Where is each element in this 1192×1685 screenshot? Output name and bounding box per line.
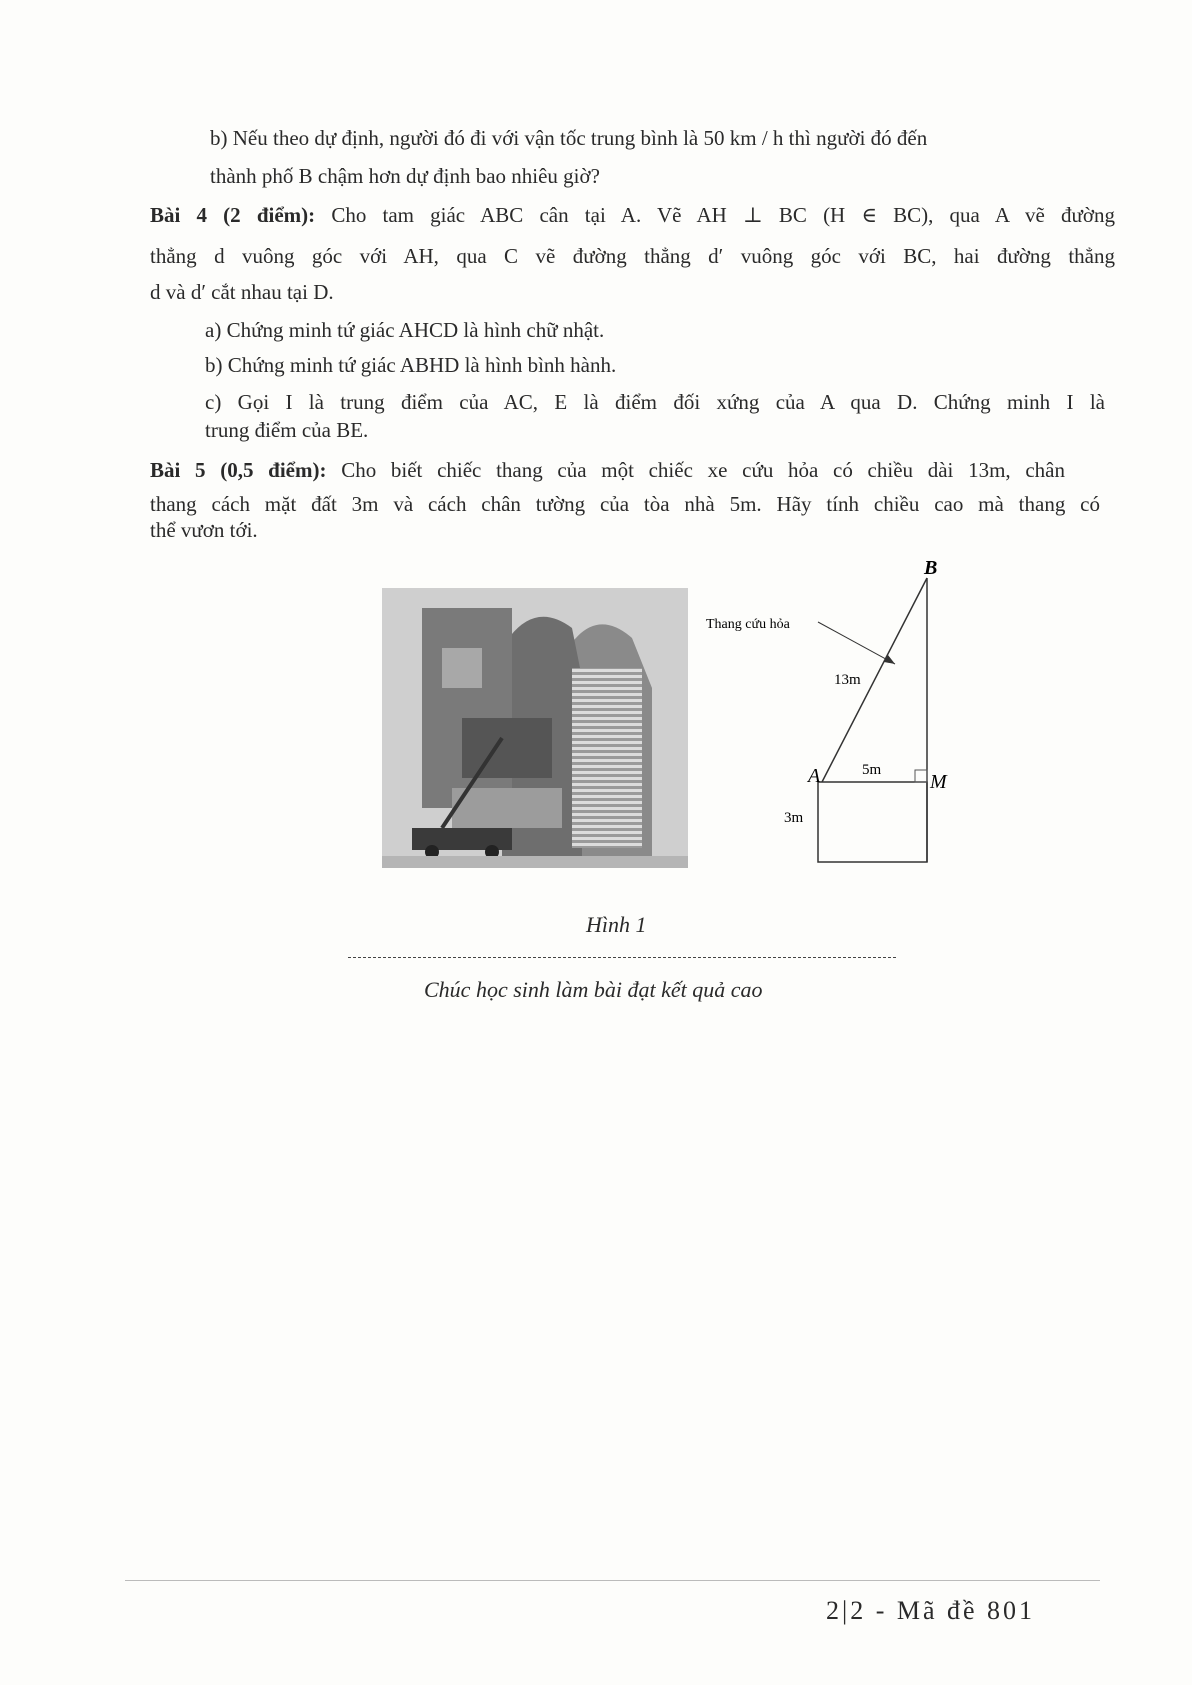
ladder-label: Thang cứu hỏa [706, 617, 790, 632]
bai4-heading: Bài 4 (2 điểm): [150, 203, 316, 227]
bai4-line-2: thẳng d vuông góc với AH, qua C vẽ đường thẳng d′ vuông góc với BC, hai đường thẳng [150, 244, 1115, 268]
bai5-heading: Bài 5 (0,5 điểm): [150, 458, 327, 482]
label-b: B [924, 560, 938, 579]
truck-base-rect [818, 782, 927, 862]
part-b-line-2: thành phố B chậm hơn dự định bao nhiêu giờ? [210, 164, 600, 188]
label-m: M [930, 771, 947, 793]
fire-truck-photo [382, 588, 688, 868]
bai5-line-1 [150, 460, 1065, 481]
bai4-part-c-line-1: c) Gọi I là trung điểm của AC, E là điểm đối xứng của A qua D. Chứng minh I là [205, 390, 1105, 414]
label-a: A [808, 765, 821, 787]
bai4-part-c-line-2: trung điểm của BE. [205, 418, 369, 442]
length-label: 13m [834, 672, 861, 688]
bai4-line-1 [150, 205, 1115, 226]
part-b-line-1: b) Nếu theo dự định, người đó đi với vận tốc trung bình là 50 km / h thì người đó đến [210, 126, 928, 150]
ladder-diagram [700, 560, 960, 880]
page-number: 2|2 - Mã đề 801 [826, 1596, 1036, 1625]
bai5-text-1: Cho biết chiếc thang của một chiếc xe cứu hỏa có chiều dài 13m, chân [341, 458, 1065, 482]
bai4-line-3: d và d′ cắt nhau tại D. [150, 280, 334, 304]
bottom-rule [125, 1580, 1100, 1581]
bai4-part-b: b) Chứng minh tứ giác ABHD là hình bình hành. [205, 353, 617, 377]
height-label: 3m [784, 810, 804, 826]
arrow-head-icon [884, 655, 895, 664]
bai5-line-2: thang cách mặt đất 3m và cách chân tường của tòa nhà 5m. Hãy tính chiều cao mà thang có [150, 492, 1100, 516]
bai4-part-a: a) Chứng minh tứ giác AHCD là hình chữ nhật. [205, 318, 605, 342]
pointer-arrow [818, 622, 895, 664]
bai4-text-1: Cho tam giác ABC cân tại A. Vẽ AH ⊥ BC (H ∈ BC), qua A vẽ đường [331, 203, 1115, 227]
distance-label: 5m [862, 762, 882, 778]
right-angle-mark [915, 770, 927, 782]
dashed-separator [348, 957, 896, 958]
figure-caption: Hình 1 [586, 912, 647, 937]
footer-note: Chúc học sinh làm bài đạt kết quả cao [424, 977, 763, 1002]
bai5-line-3: thể vươn tới. [150, 518, 258, 542]
